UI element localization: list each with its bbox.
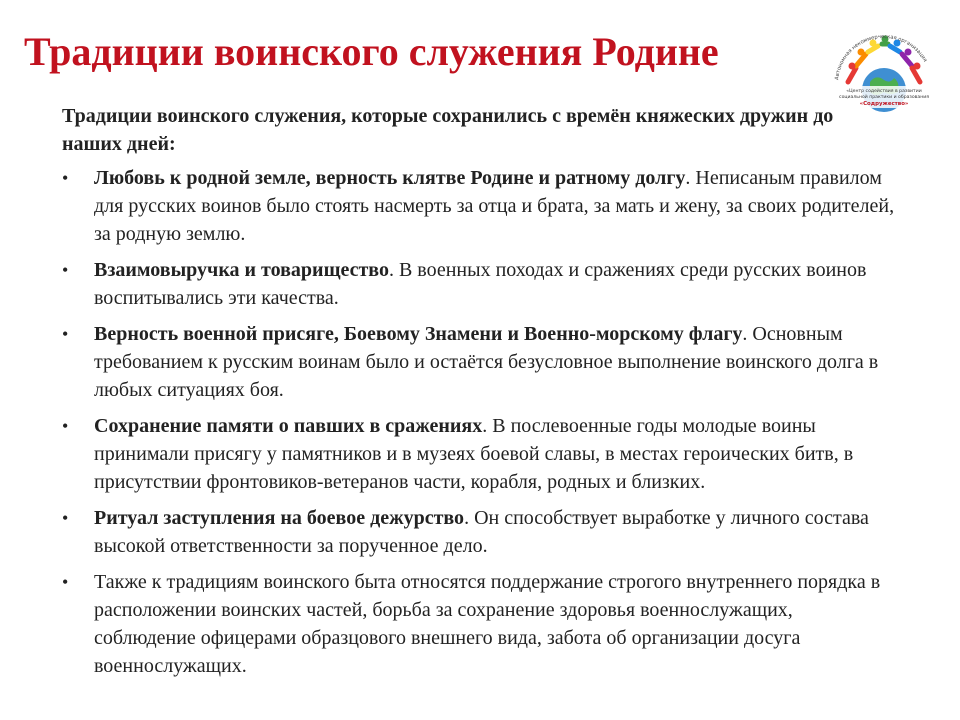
bullet-icon: •	[62, 508, 69, 528]
bullet-icon: •	[62, 168, 69, 188]
page-title: Традиции воинского служения Родине	[24, 29, 719, 74]
item-bold-text: Сохранение памяти о павших в сражениях	[94, 415, 483, 437]
bullet-icon: •	[62, 416, 69, 436]
bullet-icon: •	[62, 572, 69, 592]
logo-line-3: «Содружество»	[859, 101, 909, 107]
list-item	[62, 412, 898, 496]
item-text: . В военных походах и сражениях среди русских воинов воспитывались эти качества.	[94, 259, 867, 309]
item-text: . Основным требованием к русским воинам было и остаётся безусловное выполнение воинского долга в любых ситуациях боя.	[94, 323, 879, 401]
list-item	[62, 568, 898, 680]
traditions-list	[62, 164, 898, 688]
organization-logo	[828, 22, 940, 112]
item-text: . Неписаным правилом для русских воинов было стоять насмерть за отца и брата, за мать и жену, за своих родителей, за родную землю.	[94, 167, 895, 245]
item-text: . В послевоенные годы молодые воины принимали присягу у памятников и в музеях боевой славы, в местах героических битв, в присутствии фронтовиков-ветеранов части, корабля, родных и близких.	[94, 415, 854, 493]
logo-line-1: «Центр содействия в развитии	[846, 89, 922, 94]
list-item	[62, 504, 898, 560]
item-bold-text: Взаимовыручка и товарищество	[94, 259, 389, 281]
logo-arc-text: Автономная некоммерческая организация	[834, 33, 928, 81]
bullet-icon: •	[62, 260, 69, 280]
logo-line-2: социальной практики и образования	[839, 95, 929, 100]
item-bold-text: Ритуал заступления на боевое дежурство	[94, 507, 465, 529]
item-text: Также к традициям воинского быта относятся поддержание строгого внутреннего порядка в расположении воинских частей, борьба за сохранение здоровья военнослужащих, соблюдение офицерами образцового внешнего вида, забота об организации досуга военнослужащих.	[94, 571, 881, 677]
item-bold-text: Любовь к родной земле, верность клятве Родине и ратному долгу	[94, 167, 686, 189]
list-item	[62, 256, 898, 312]
item-bold-text: Верность военной присяге, Боевому Знамени и Военно-морскому флагу	[94, 323, 743, 345]
item-text: . Он способствует выработке у личного состава высокой ответственности за порученное дело.	[94, 507, 869, 557]
list-item	[62, 320, 898, 404]
bullet-icon: •	[62, 324, 69, 344]
list-item	[62, 164, 898, 248]
intro-text: Традиции воинского служения, которые сохранились с времён княжеских дружин до наших дней:	[62, 105, 834, 155]
